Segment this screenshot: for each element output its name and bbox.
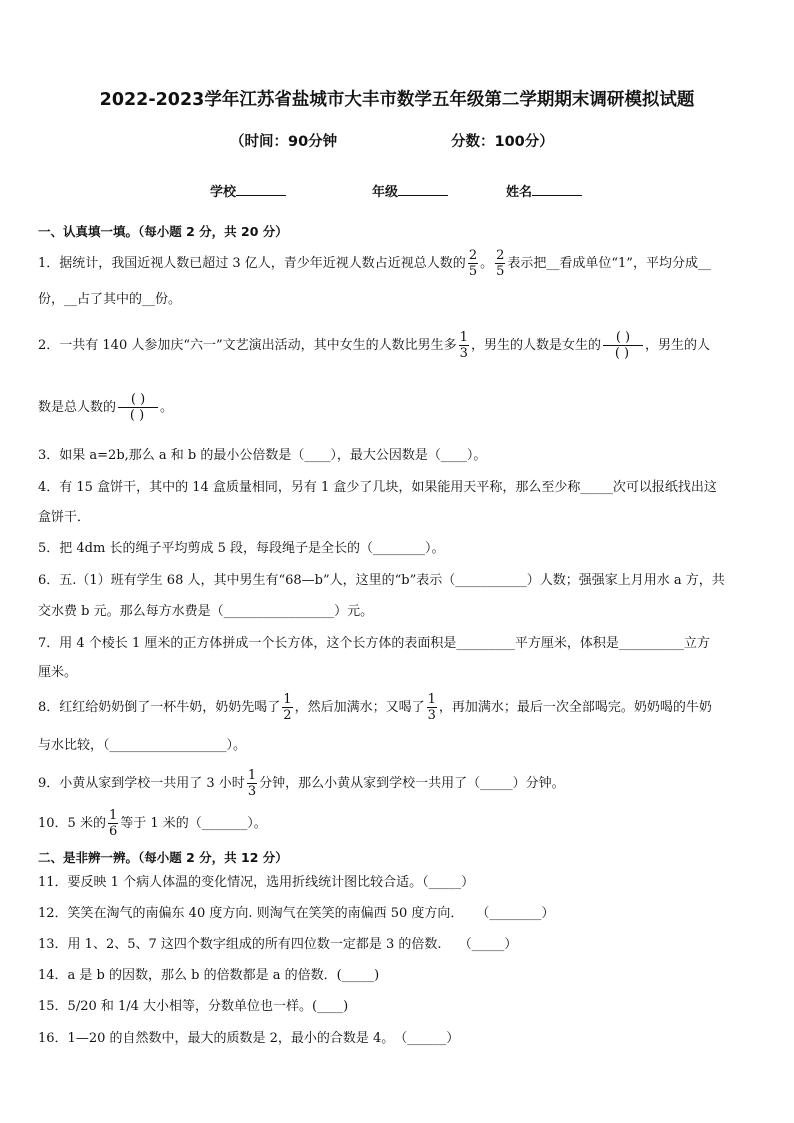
q2-text-a: 2．一共有 140 人参加庆“六一”文艺演出活动，其中女生的人数比男生多 bbox=[38, 338, 457, 353]
question-12: 12．笑笑在淘气的南偏东 40 度方向. 则淘气在笑笑的南偏西 50 度方向． （________） bbox=[38, 906, 555, 921]
q2-numerator: 1 bbox=[459, 330, 468, 345]
q1-fraction bbox=[468, 248, 478, 279]
question-14: 14．a 是 b 的因数，那么 b 的倍数都是 a 的倍数．(_____) bbox=[38, 968, 380, 983]
q8-denominator-2: 3 bbox=[427, 708, 436, 723]
q8-numerator-1: 1 bbox=[283, 692, 292, 707]
q2-answer-fraction-1[interactable] bbox=[603, 330, 643, 361]
question-2-line-1 bbox=[38, 330, 710, 361]
grade-blank[interactable] bbox=[398, 183, 448, 196]
q10-text-a: 10．5 米的 bbox=[38, 816, 106, 831]
section-2-heading: 二、是非辨一辨。（每小题 2 分，共 12 分） bbox=[38, 850, 288, 865]
question-4-line-2: 盒饼干． bbox=[38, 510, 91, 525]
question-11: 11．要反映 1 个病人体温的变化情况，选用折线统计图比较合适。（_____） bbox=[38, 875, 475, 890]
q1-text-c: 表示把__看成单位“1”，平均分成__ bbox=[507, 256, 711, 271]
q2-blank-num-1: ( ) bbox=[603, 330, 643, 346]
q1-text-b: 。 bbox=[480, 256, 494, 271]
q8-fraction-1 bbox=[282, 692, 292, 723]
school-field bbox=[210, 181, 286, 200]
question-15: 15．5/20 和 1/4 大小相等，分数单位也一样。(____) bbox=[38, 999, 349, 1014]
question-16: 16．1—20 的自然数中，最大的质数是 2，最小的合数是 4。 （______） bbox=[38, 1031, 460, 1046]
q1-text-a: 1．据统计，我国近视人数已超过 3 亿人，青少年近视人数占近视总人数的 bbox=[38, 256, 466, 271]
question-13: 13．用 1、2、5、7 这四个数字组成的所有四位数一定都是 3 的倍数. （_____） bbox=[38, 937, 518, 952]
q2-text-d: 数是总人数的 bbox=[38, 400, 117, 415]
q8-denominator-1: 2 bbox=[283, 708, 292, 723]
q10-fraction bbox=[108, 808, 118, 839]
q9-fraction bbox=[247, 768, 257, 799]
question-2-line-2 bbox=[38, 392, 173, 423]
q1-denominator-repeat: 5 bbox=[496, 264, 505, 279]
q8-text-b: ，然后加满水；又喝了 bbox=[294, 700, 425, 715]
q8-text-a: 8．红红给奶奶倒了一杯牛奶，奶奶先喝了 bbox=[38, 700, 281, 715]
name-blank[interactable] bbox=[532, 183, 582, 196]
question-3: 3．如果 a=2b,那么 a 和 b 的最小公倍数是（____），最大公因数是（____）。 bbox=[38, 448, 487, 463]
question-7-line-1: 7．用 4 个棱长 1 厘米的正方体拼成一个长方体，这个长方体的表面积是_________平方厘米，体积是__________立方 bbox=[38, 636, 710, 651]
grade-field bbox=[372, 181, 448, 200]
question-6-line-2: 交水费 b 元。那么每方水费是（_________________）元。 bbox=[38, 604, 374, 619]
school-blank[interactable] bbox=[236, 183, 286, 196]
q2-blank-num-2: ( ) bbox=[118, 392, 158, 408]
name-field bbox=[506, 181, 582, 200]
section-1-heading: 一、认真填一填。（每小题 2 分，共 20 分） bbox=[38, 224, 288, 239]
q10-text-b: 等于 1 米的（_______）。 bbox=[120, 816, 267, 831]
q8-fraction-2 bbox=[427, 692, 437, 723]
question-10 bbox=[38, 808, 267, 839]
q8-text-c: ，再加满水；最后一次全部喝完。奶奶喝的牛奶 bbox=[438, 700, 712, 715]
q9-text-a: 9．小黄从家到学校一共用了 3 小时 bbox=[38, 776, 245, 791]
q9-denominator: 3 bbox=[247, 784, 257, 799]
question-9 bbox=[38, 768, 565, 799]
exam-score: 分数：100分） bbox=[451, 134, 554, 150]
q2-answer-fraction-2[interactable] bbox=[118, 392, 158, 423]
q2-blank-den-2: ( ) bbox=[129, 408, 145, 423]
question-8-line-2: 与水比较，（__________________）。 bbox=[38, 738, 247, 753]
q10-denominator: 6 bbox=[108, 824, 118, 839]
q9-text-b: 分钟，那么小黄从家到学校一共用了（_____）分钟。 bbox=[259, 776, 565, 791]
q2-text-e: 。 bbox=[160, 400, 174, 415]
q2-denominator: 3 bbox=[459, 346, 468, 361]
school-label: 学校 bbox=[210, 185, 237, 200]
question-4-line-1: 4．有 15 盒饼干，其中的 14 盒质量相同，另有 1 盒少了几块，如果能用天平称，那么至少称_____次可以报纸找出这 bbox=[38, 480, 717, 495]
question-8-line-1 bbox=[38, 692, 712, 723]
q8-numerator-2: 1 bbox=[427, 692, 436, 707]
question-5: 5．把 4dm 长的绳子平均剪成 5 段，每段绳子是全长的（________）。 bbox=[38, 541, 445, 556]
q9-numerator: 1 bbox=[247, 768, 257, 783]
exam-time: （时间：90分钟 bbox=[230, 134, 338, 150]
grade-label: 年级 bbox=[372, 185, 399, 200]
q1-denominator: 5 bbox=[468, 264, 478, 279]
q1-numerator-repeat: 2 bbox=[496, 248, 505, 263]
q1-numerator: 2 bbox=[468, 248, 478, 263]
q10-numerator: 1 bbox=[108, 808, 118, 823]
question-1-line-2: 份，__占了其中的__份。 bbox=[38, 292, 182, 307]
q2-text-b: ，男生的人数是女生的 bbox=[470, 338, 601, 353]
q2-blank-den-1: ( ) bbox=[614, 346, 630, 361]
name-label: 姓名 bbox=[506, 185, 533, 200]
question-1-line-1 bbox=[38, 248, 711, 279]
q1-fraction-repeat bbox=[495, 248, 505, 279]
q2-fraction bbox=[459, 330, 469, 361]
question-7-line-2: 厘米。 bbox=[38, 665, 78, 680]
q2-text-c: ，男生的人 bbox=[644, 338, 710, 353]
question-6-line-1: 6．五.（1）班有学生 68 人，其中男生有“68—b”人，这里的“b”表示（___________）人数；强强家上月用水 a 方，共 bbox=[38, 573, 725, 588]
exam-title: 2022-2023学年江苏省盐城市大丰市数学五年级第二学期期末调研模拟试题 bbox=[99, 90, 695, 110]
